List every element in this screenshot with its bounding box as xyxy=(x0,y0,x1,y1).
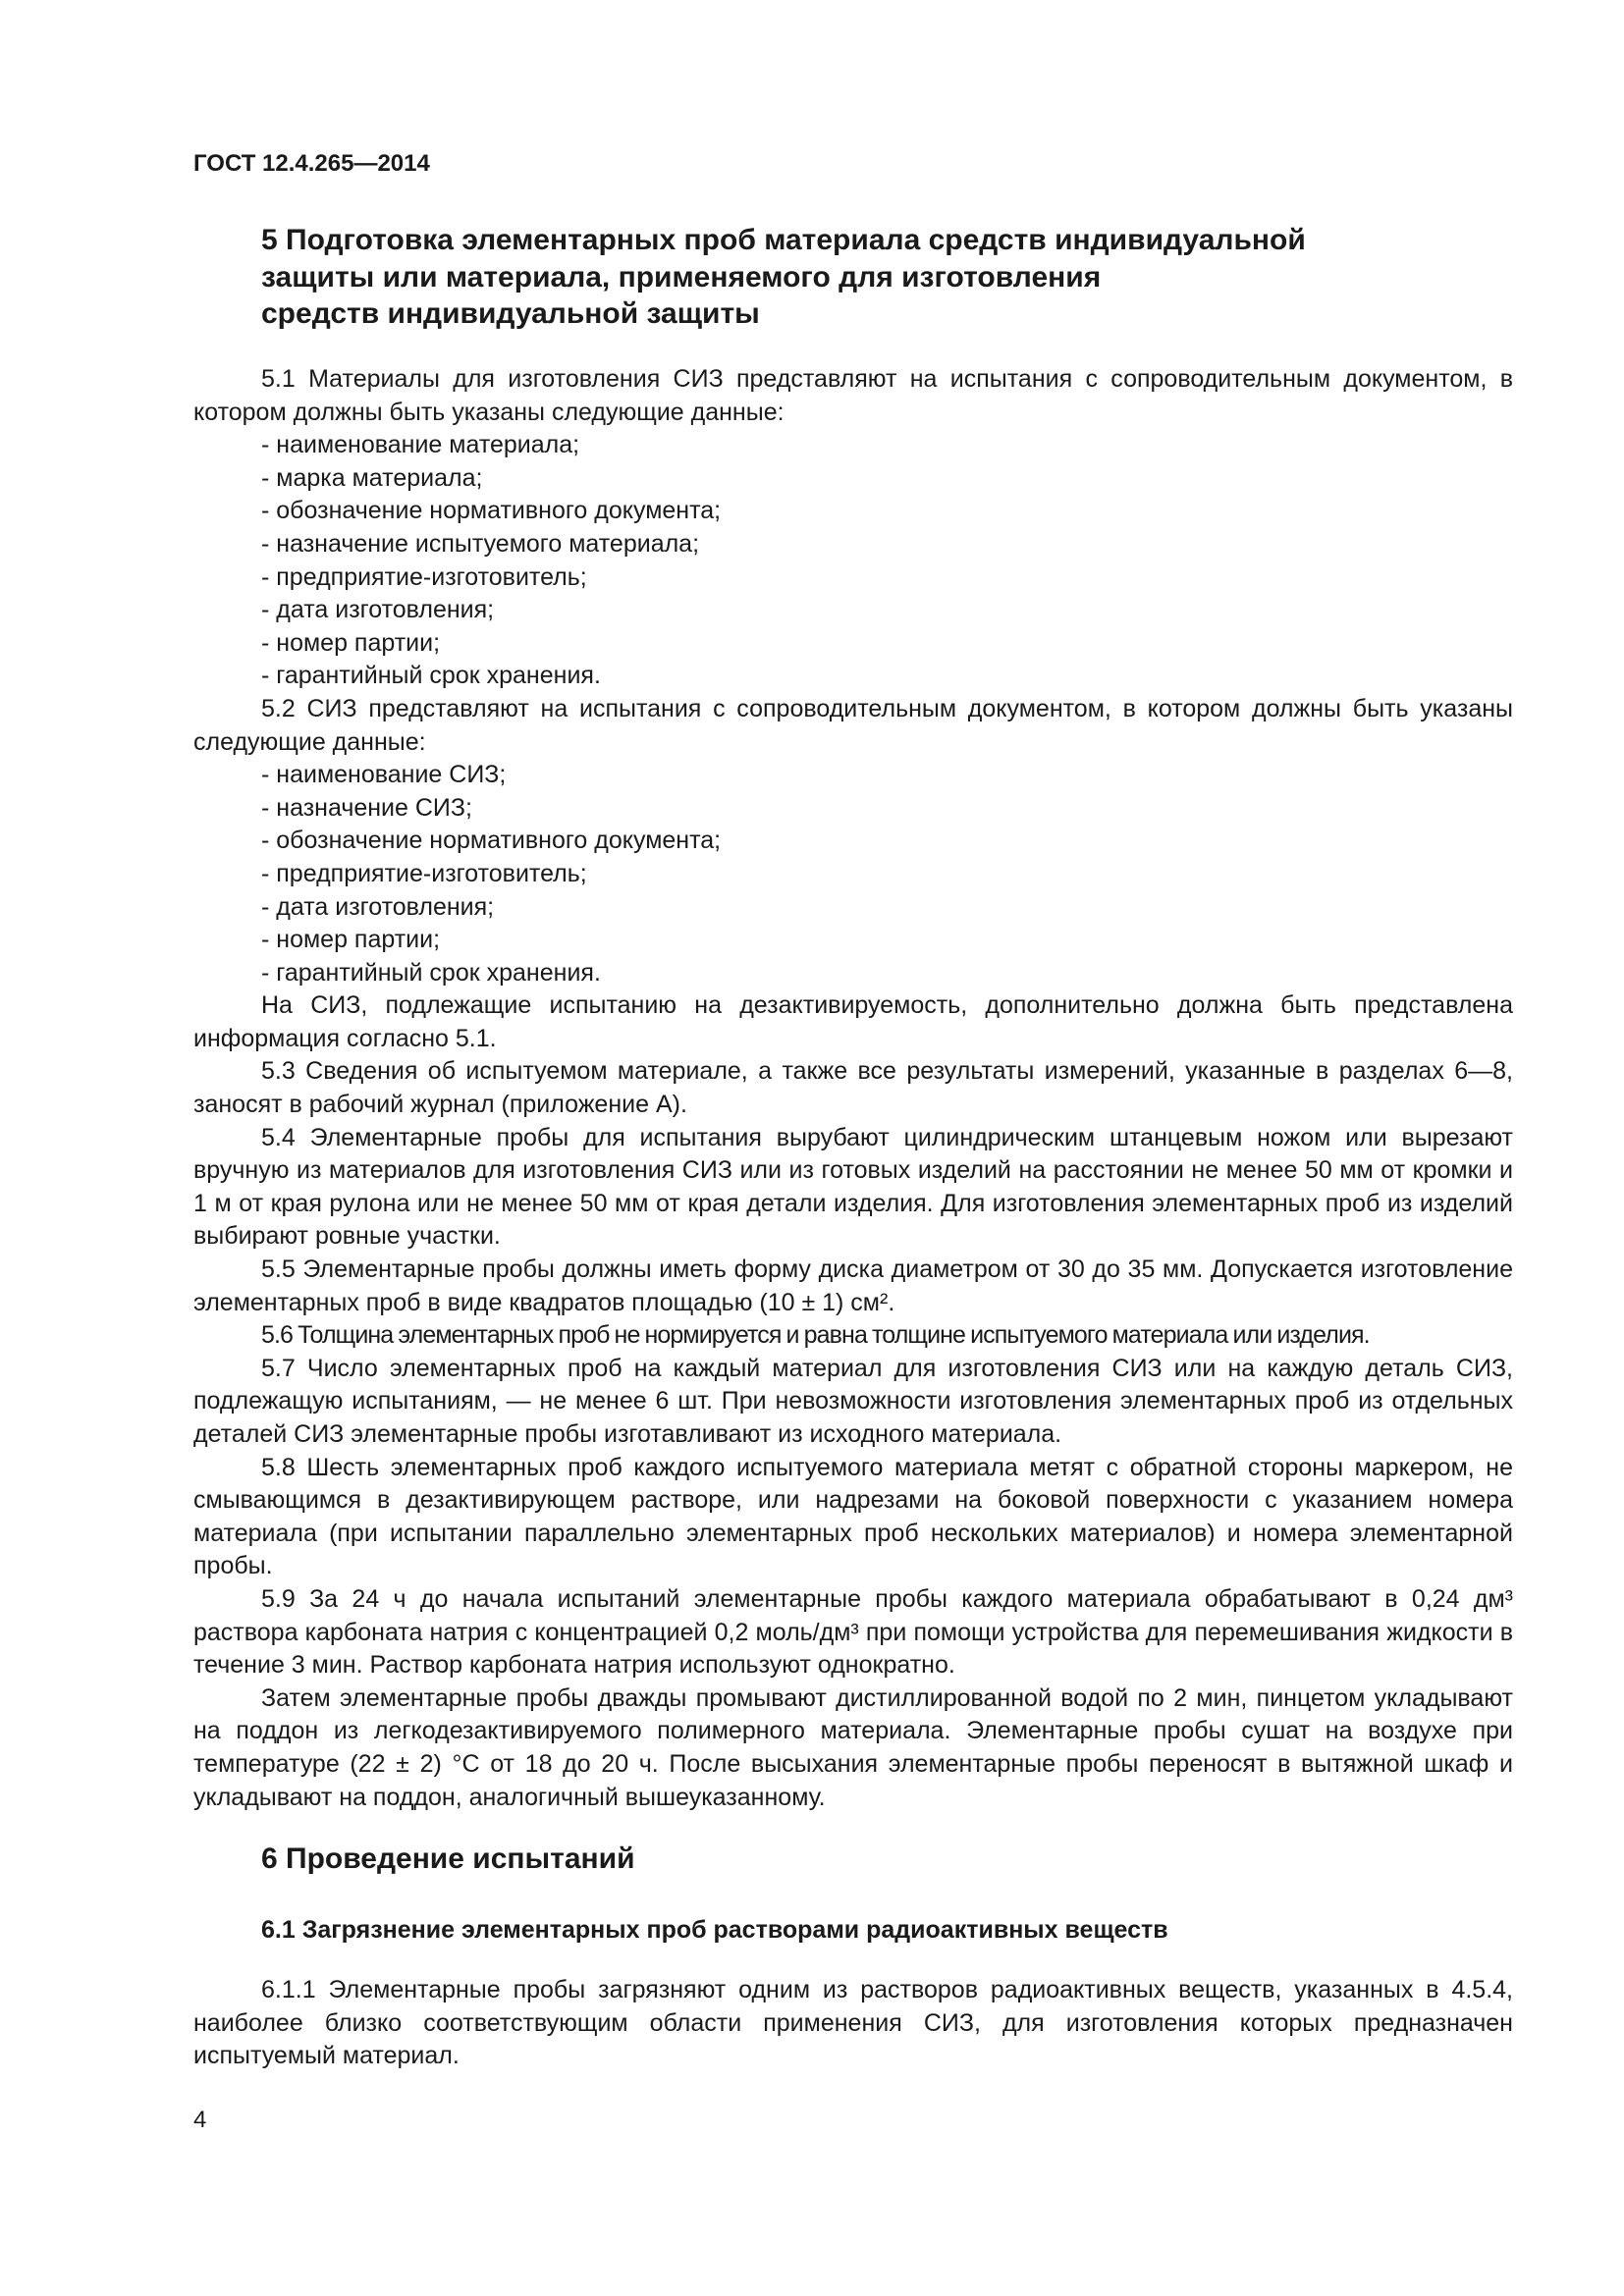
list-item: - марка материала; xyxy=(261,463,483,492)
list-item: - номер партии; xyxy=(261,628,441,657)
paragraph: 5.8 Шесть элементарных проб каждого испытуемого материала метят с обратной стороны маркером, не смывающимся в дезактивирующем растворе, или надрезами на боковой поверхности с указанием номера материала (при испытании параллельно элементарных проб нескольких материалов) и номера элементарной пробы. xyxy=(193,1453,1513,1580)
list-item: - наименование СИЗ; xyxy=(261,761,507,789)
subsection-6-1-title: 6.1 Загрязнение элементарных проб растворами радиоактивных веществ xyxy=(261,1916,1168,1944)
section-5-title-line: 5 Подготовка элементарных проб материала средств индивидуальной xyxy=(261,224,1306,256)
list-item: - обозначение нормативного документа; xyxy=(261,497,722,525)
paragraph: 5.2 СИЗ представляют на испытания с сопроводительным документом, в котором должны быть указаны следующие данные: xyxy=(193,694,1513,756)
section-6-title: 6 Проведение испытаний xyxy=(261,1842,635,1875)
section-5-title xyxy=(261,222,1538,333)
list-item: - обозначение нормативного документа; xyxy=(261,827,722,855)
list-item: - номер партии; xyxy=(261,926,441,954)
document-code: ГОСТ 12.4.265—2014 xyxy=(193,150,430,177)
section-5-title-line: защиты или материала, применяемого для изготовления xyxy=(261,260,1102,294)
paragraph: 5.7 Число элементарных проб на каждый материал для изготовления СИЗ или на каждую деталь СИЗ, подлежащую испытаниям, — не менее 6 шт. При невозможности изготовления элементарных проб из отдельных деталей СИЗ элементарные пробы изготавливают из исходного материала. xyxy=(193,1354,1513,1448)
section-6-body xyxy=(193,1974,1513,2073)
section-5-body xyxy=(193,363,1513,1814)
list-item: - предприятие-изготовитель; xyxy=(261,859,587,887)
paragraph: На СИЗ, подлежащие испытанию на дезактивируемость, дополнительно должна быть представлена информация согласно 5.1. xyxy=(193,991,1513,1052)
paragraph: 5.1 Материалы для изготовления СИЗ представляют на испытания с сопроводительным документом, в котором должны быть указаны следующие данные: xyxy=(193,365,1513,426)
list-item: - назначение СИЗ; xyxy=(261,793,472,822)
list-item: - дата изготовления; xyxy=(261,596,495,624)
list-item: - наименование материала; xyxy=(261,431,580,459)
paragraph: 5.5 Элементарные пробы должны иметь форму диска диаметром от 30 до 35 мм. Допускается изготовление элементарных проб в виде квадратов площадью (10 ± 1) см². xyxy=(193,1255,1513,1316)
list-item: - дата изготовления; xyxy=(261,892,495,921)
paragraph: Затем элементарные пробы дважды промывают дистиллированной водой по 2 мин, пинцетом укладывают на поддон из легкодезактивируемого полимерного материала. Элементарные пробы сушат на воздухе при температуре (22 ± 2) °С от 18 до 20 ч. После высыхания элементарные пробы переносят в вытяжной шкаф и укладывают на поддон, аналогичный вышеуказанному. xyxy=(193,1683,1513,1811)
paragraph: 6.1.1 Элементарные пробы загрязняют одним из растворов радиоактивных веществ, указанных в 4.5.4, наиболее близко соответствующим области применения СИЗ, для изготовления которых предназначен испытуемый материал. xyxy=(193,1976,1513,2070)
page-number: 4 xyxy=(193,2107,207,2133)
list-item: - предприятие-изготовитель; xyxy=(261,562,587,591)
paragraph: 5.4 Элементарные пробы для испытания вырубают цилиндрическим штанцевым ножом или вырезают вручную из материалов для изготовления СИЗ или из готовых изделий на расстоянии не менее 50 мм от кромки и 1 м от края рулона или не менее 50 мм от края детали изделия. Для изготовления элементарных проб из изделий выбирают ровные участки. xyxy=(193,1123,1513,1251)
paragraph: 5.3 Сведения об испытуемом материале, а также все результаты измерений, указанные в разделах 6—8, заносят в рабочий журнал (приложение А). xyxy=(193,1057,1513,1119)
section-5-title-line: средств индивидуальной защиты xyxy=(261,297,760,330)
list-item: - гарантийный срок хранения. xyxy=(261,958,601,987)
paragraph: 5.9 За 24 ч до начала испытаний элементарные пробы каждого материала обрабатывают в 0,24 дм³ раствора карбоната натрия с концентрацией 0,2 моль/дм³ при помощи устройства для перемешивания жидкости в течение 3 мин. Раствор карбоната натрия используют однократно. xyxy=(193,1584,1513,1680)
list-item: - гарантийный срок хранения. xyxy=(261,662,601,690)
list-item: - назначение испытуемого материала; xyxy=(261,529,700,558)
paragraph: 5.6 Толщина элементарных проб не нормируется и равна толщине испытуемого материала или изделия. xyxy=(261,1321,1370,1350)
